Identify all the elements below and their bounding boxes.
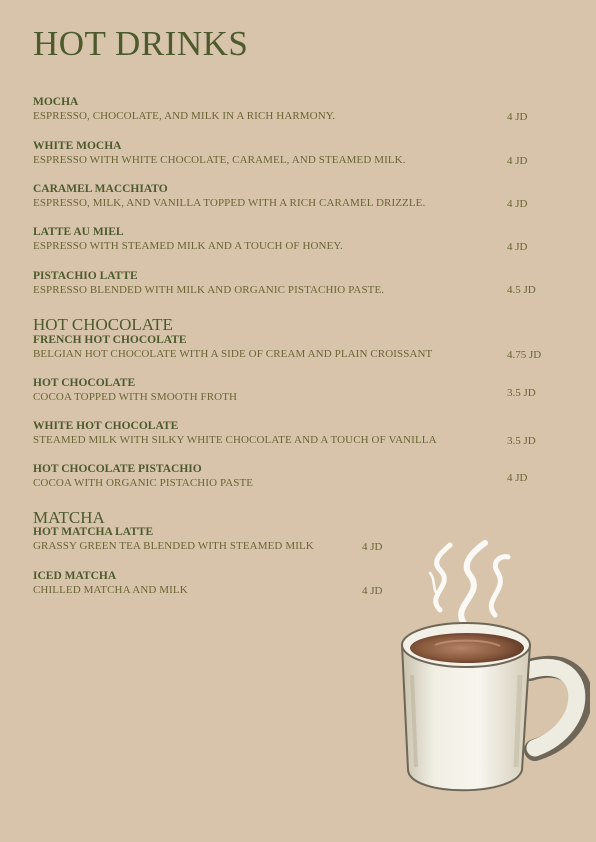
item-name: HOT CHOCOLATE PISTACHIO [33, 463, 202, 475]
item-description: CHILLED MATCHA AND MILK [33, 584, 188, 596]
item-price: 4 JD [362, 541, 383, 553]
item-name: FRENCH HOT CHOCOLATE [33, 334, 187, 346]
item-description: ESPRESSO, MILK, AND VANILLA TOPPED WITH A RICH CARAMEL DRIZZLE. [33, 197, 426, 209]
coffee-mug-icon [390, 535, 590, 810]
menu-item [33, 463, 553, 491]
item-name: PISTACHIO LATTE [33, 270, 138, 282]
item-price: 4 JD [507, 241, 528, 253]
item-name: CARAMEL MACCHIATO [33, 183, 168, 195]
item-name: LATTE AU MIEL [33, 226, 124, 238]
item-name: WHITE HOT CHOCOLATE [33, 420, 179, 432]
item-name: HOT CHOCOLATE [33, 377, 136, 389]
item-name: MOCHA [33, 96, 79, 108]
section-title-hot-chocolate: HOT CHOCOLATE [33, 315, 173, 334]
menu-item [33, 140, 553, 168]
item-price: 4.75 JD [507, 349, 542, 361]
item-price: 4 JD [507, 472, 528, 484]
item-price: 4 JD [507, 111, 528, 123]
item-name: WHITE MOCHA [33, 140, 122, 152]
item-description: ESPRESSO WITH WHITE CHOCOLATE, CARAMEL, AND STEAMED MILK. [33, 154, 406, 166]
menu-item [33, 420, 553, 448]
item-description: GRASSY GREEN TEA BLENDED WITH STEAMED MILK [33, 540, 314, 552]
item-description: ESPRESSO WITH STEAMED MILK AND A TOUCH OF HONEY. [33, 240, 343, 252]
item-price: 4 JD [362, 585, 383, 597]
section-title-matcha: MATCHA [33, 508, 105, 527]
menu-item [33, 334, 553, 362]
menu-item [33, 377, 553, 405]
menu-item [33, 183, 553, 211]
item-price: 4 JD [507, 198, 528, 210]
page-title: HOT DRINKS [33, 24, 249, 63]
menu-item [33, 96, 553, 124]
item-description: ESPRESSO BLENDED WITH MILK AND ORGANIC PISTACHIO PASTE. [33, 284, 385, 296]
item-price: 3.5 JD [507, 387, 536, 399]
item-description: COCOA TOPPED WITH SMOOTH FROTH [33, 391, 238, 403]
item-description: COCOA WITH ORGANIC PISTACHIO PASTE [33, 477, 254, 489]
item-name: HOT MATCHA LATTE [33, 526, 154, 538]
menu-item [33, 226, 553, 254]
item-description: STEAMED MILK WITH SILKY WHITE CHOCOLATE AND A TOUCH OF VANILLA [33, 434, 437, 446]
steam-icon [430, 543, 508, 625]
item-price: 4.5 JD [507, 284, 536, 296]
menu-item [33, 270, 553, 298]
item-name: ICED MATCHA [33, 570, 117, 582]
item-description: BELGIAN HOT CHOCOLATE WITH A SIDE OF CREAM AND PLAIN CROISSANT [33, 348, 433, 360]
item-price: 3.5 JD [507, 435, 536, 447]
item-description: ESPRESSO, CHOCOLATE, AND MILK IN A RICH HARMONY. [33, 110, 336, 122]
item-price: 4 JD [507, 155, 528, 167]
